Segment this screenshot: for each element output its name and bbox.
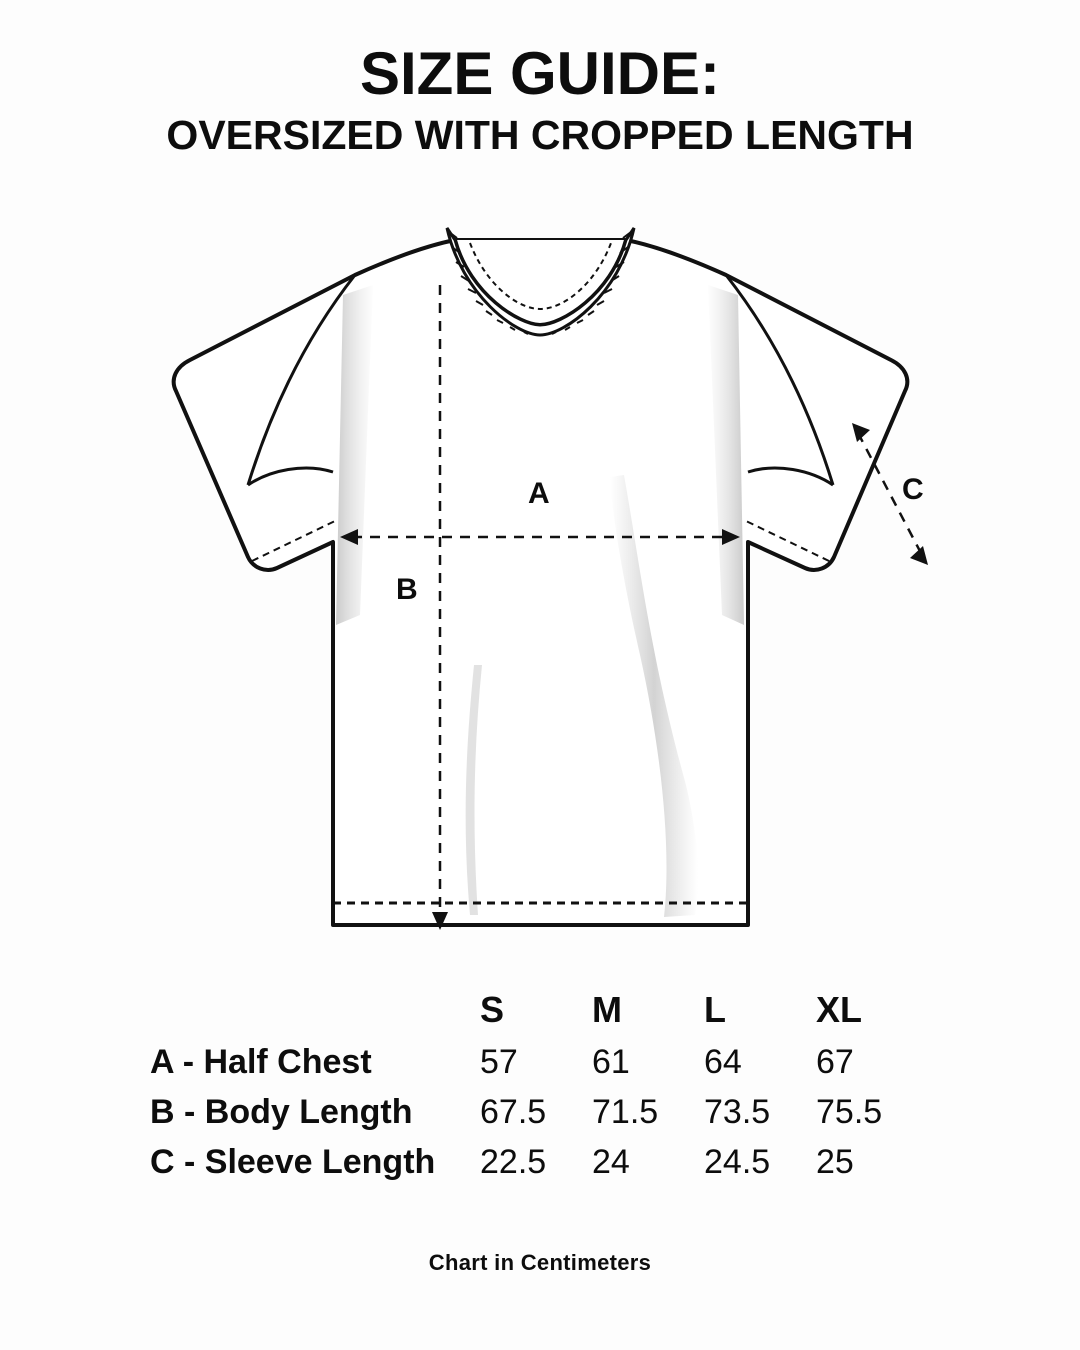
cell-sleeve-length-l: 24.5 [704, 1142, 771, 1181]
table-header-row [150, 975, 928, 1037]
cell-sleeve-length-s: 22.5 [480, 1142, 547, 1181]
size-table [150, 975, 928, 1187]
cell-half-chest-s: 57 [480, 1042, 518, 1081]
cell-body-length-xl: 75.5 [816, 1092, 883, 1131]
header-size-s: S [480, 989, 505, 1030]
tshirt-technical-flat-icon [0, 185, 1080, 975]
marker-b-label: B [396, 573, 418, 606]
cell-half-chest-l: 64 [704, 1042, 742, 1081]
tshirt-diagram [0, 185, 1080, 975]
marker-a-label: A [528, 477, 550, 510]
row-label-body-length: B - Body Length [150, 1092, 413, 1131]
marker-c-label: C [902, 473, 924, 506]
cell-sleeve-length-m: 24 [592, 1142, 630, 1181]
row-label-half-chest: A - Half Chest [150, 1042, 372, 1081]
size-table-container [0, 975, 1080, 1187]
header-measurement [150, 975, 480, 1037]
cell-body-length-l: 73.5 [704, 1092, 771, 1131]
size-table-head [150, 975, 928, 1037]
row-label-sleeve-length: C - Sleeve Length [150, 1142, 436, 1181]
table-row [150, 1087, 928, 1137]
table-row [150, 1137, 928, 1187]
cell-half-chest-xl: 67 [816, 1042, 854, 1081]
cell-half-chest-m: 61 [592, 1042, 630, 1081]
header-size-m: M [592, 989, 622, 1030]
page-title: SIZE GUIDE: [359, 40, 721, 107]
header-size-xl: XL [816, 989, 863, 1030]
cell-body-length-m: 71.5 [592, 1092, 659, 1131]
header-size-l: L [704, 989, 726, 1030]
units-note: Chart in Centimeters [428, 1250, 652, 1275]
page-subtitle: OVERSIZED WITH CROPPED LENGTH [166, 112, 914, 158]
cell-sleeve-length-xl: 25 [816, 1142, 854, 1181]
cell-body-length-s: 67.5 [480, 1092, 547, 1131]
size-table-body [150, 1037, 928, 1187]
table-row [150, 1037, 928, 1087]
header [0, 0, 1080, 160]
